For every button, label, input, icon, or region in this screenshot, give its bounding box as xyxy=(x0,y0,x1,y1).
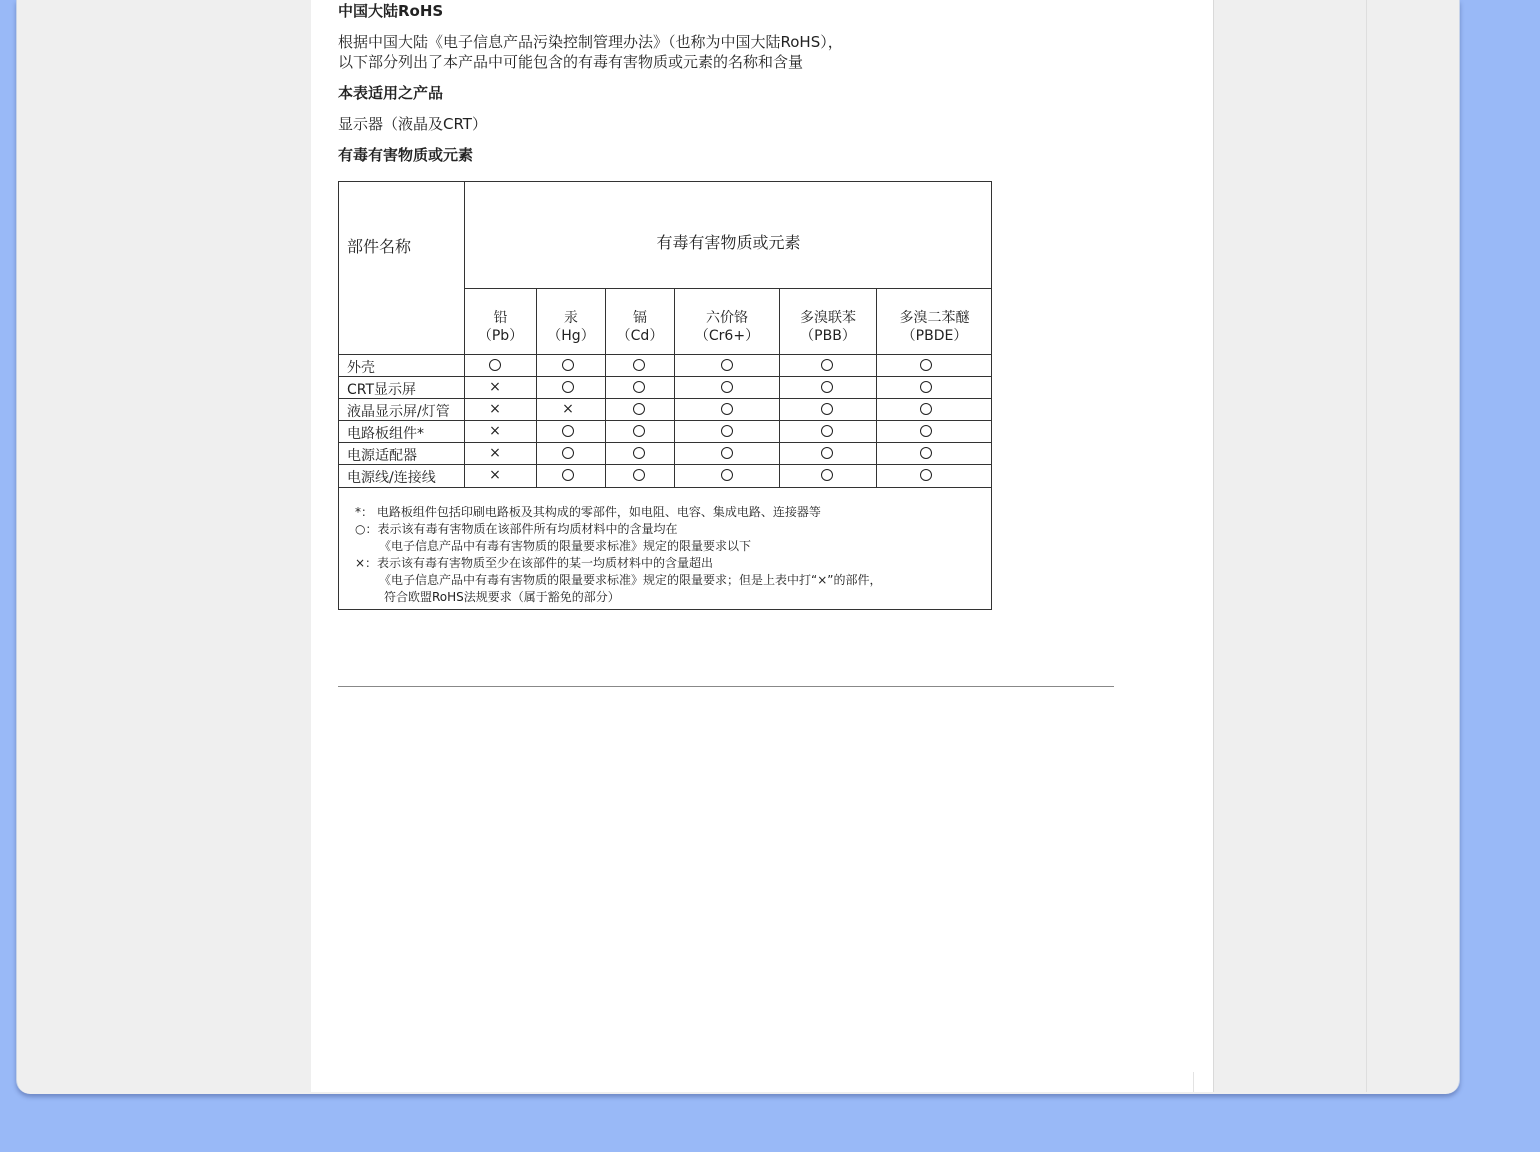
col-header-name: 多溴二苯醚 xyxy=(899,310,970,326)
note-line: 符合欧盟RoHS法规要求（属于豁免的部分） xyxy=(384,590,620,604)
col-header-pbde xyxy=(877,309,992,345)
col-header-cadmium xyxy=(606,309,674,345)
circle-mark-icon xyxy=(812,423,842,439)
circle-mark-icon xyxy=(553,357,583,373)
circle-mark-icon xyxy=(624,423,654,439)
circle-mark-icon xyxy=(553,445,583,461)
applicable-products-value: 显示器（液晶及CRT） xyxy=(338,115,487,133)
intro-line-2: 以下部分列出了本产品中可能包含的有毒有害物质或元素的名称和含量 xyxy=(338,53,804,71)
circle-mark-icon xyxy=(911,445,941,461)
row-part-name: 液晶显示屏/灯管 xyxy=(347,404,450,420)
table-hline xyxy=(464,288,992,289)
circle-mark-icon xyxy=(553,467,583,483)
circle-mark-icon xyxy=(624,357,654,373)
circle-mark-icon xyxy=(812,445,842,461)
circle-mark-icon xyxy=(911,357,941,373)
circle-mark-icon xyxy=(911,379,941,395)
col-header-symbol: （Cr6+） xyxy=(694,328,760,344)
col-header-name: 铅 xyxy=(493,310,508,326)
table-hline xyxy=(339,398,991,399)
section-divider xyxy=(338,686,1114,687)
note-line: ○：表示该有毒有害物质在该部件所有均质材料中的含量均在 xyxy=(355,522,678,536)
row-part-name: 电路板组件* xyxy=(347,426,424,442)
bottom-tick-divider xyxy=(1193,1072,1194,1092)
rohs-heading: 中国大陆RoHS xyxy=(338,2,444,20)
col-header-name: 汞 xyxy=(564,310,578,326)
col-header-symbol: （Cd） xyxy=(616,328,664,344)
col-header-mercury xyxy=(537,309,605,345)
circle-mark-icon xyxy=(712,445,742,461)
cross-mark-icon: × xyxy=(562,401,574,417)
circle-mark-icon xyxy=(712,467,742,483)
circle-mark-icon xyxy=(624,379,654,395)
content-edge-divider xyxy=(1213,0,1214,1092)
col-header-pbb xyxy=(780,309,876,345)
col-header-name: 镉 xyxy=(633,310,647,326)
note-line: 《电子信息产品中有毒有害物质的限量要求标准》规定的限量要求以下 xyxy=(379,539,752,553)
circle-mark-icon xyxy=(712,379,742,395)
applicable-products-label: 本表适用之产品 xyxy=(338,84,444,102)
table-hline xyxy=(339,442,991,443)
circle-mark-icon xyxy=(553,423,583,439)
circle-mark-icon xyxy=(624,401,654,417)
circle-mark-icon xyxy=(911,401,941,417)
col-header-chromium xyxy=(675,309,779,345)
table-hline xyxy=(339,487,991,488)
circle-mark-icon xyxy=(712,401,742,417)
col-header-symbol: （Pb） xyxy=(477,328,524,344)
substances-label: 有毒有害物质或元素 xyxy=(338,146,474,164)
circle-mark-icon xyxy=(911,423,941,439)
note-line: *： 电路板组件包括印刷电路板及其构成的零部件，如电阻、电容、集成电路、连接器等 xyxy=(355,505,821,519)
row-part-name: 电源适配器 xyxy=(347,448,417,464)
col-header-lead xyxy=(465,309,536,345)
col-header-symbol: （Hg） xyxy=(547,328,595,344)
intro-line-1: 根据中国大陆《电子信息产品污染控制管理办法》（也称为中国大陆RoHS）， xyxy=(338,33,843,51)
circle-mark-icon xyxy=(712,357,742,373)
table-hline xyxy=(339,464,991,465)
circle-mark-icon xyxy=(624,445,654,461)
right-column-divider xyxy=(1366,0,1367,1092)
circle-mark-icon xyxy=(812,401,842,417)
circle-mark-icon xyxy=(812,467,842,483)
circle-mark-icon xyxy=(480,357,510,373)
cross-mark-icon: × xyxy=(489,467,501,483)
cross-mark-icon: × xyxy=(489,379,501,395)
rohs-substance-table xyxy=(338,181,992,610)
circle-mark-icon xyxy=(624,467,654,483)
circle-mark-icon xyxy=(712,423,742,439)
col-header-name: 多溴联苯 xyxy=(800,310,856,326)
cross-mark-icon: × xyxy=(489,423,501,439)
cross-mark-icon: × xyxy=(489,445,501,461)
circle-mark-icon xyxy=(553,379,583,395)
col-header-symbol: （PBB） xyxy=(800,328,856,344)
part-name-header: 部件名称 xyxy=(347,237,412,256)
circle-mark-icon xyxy=(911,467,941,483)
substance-group-header: 有毒有害物质或元素 xyxy=(656,233,801,252)
col-header-name: 六价铬 xyxy=(706,310,748,326)
circle-mark-icon xyxy=(812,379,842,395)
note-line: ×：表示该有毒有害物质至少在该部件的某一均质材料中的含量超出 xyxy=(355,556,714,570)
note-line: 《电子信息产品中有毒有害物质的限量要求标准》规定的限量要求；但是上表中打“×”的部件， xyxy=(379,573,882,587)
cross-mark-icon: × xyxy=(489,401,501,417)
col-header-symbol: （PBDE） xyxy=(901,328,968,344)
row-part-name: CRT显示屏 xyxy=(347,382,417,398)
table-hline xyxy=(339,376,991,377)
row-part-name: 外壳 xyxy=(347,360,375,376)
circle-mark-icon xyxy=(812,357,842,373)
row-part-name: 电源线/连接线 xyxy=(347,470,436,486)
table-hline xyxy=(339,354,991,355)
